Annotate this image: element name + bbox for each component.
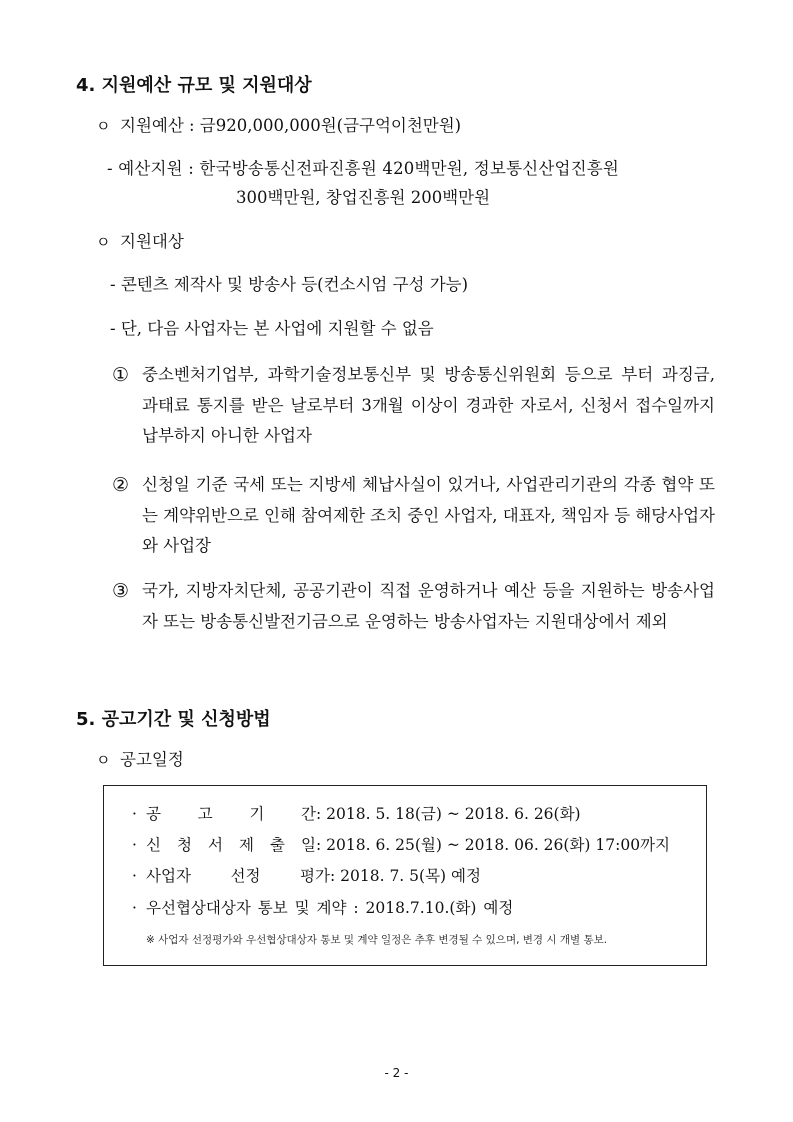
circled-number-3-icon: ③: [112, 580, 130, 602]
circle-bullet-icon: ㅇ: [96, 751, 111, 769]
exclusion-item-1: [112, 360, 715, 452]
budget-detail-line-2: 300백만원, 창업진흥원 200백만원: [236, 188, 491, 207]
section-5-title: 5. 공고기간 및 신청방법: [76, 709, 271, 730]
target-label: 지원대상: [120, 232, 184, 251]
exclusion-item-2: [112, 470, 715, 562]
section-4-title: 4. 지원예산 규모 및 지원대상: [76, 75, 312, 96]
circle-bullet-icon: ㅇ: [96, 233, 111, 251]
page-number: - 2 -: [384, 1066, 409, 1080]
schedule-row-1: · 공 고 기 간: 2018. 5. 18(금) ~ 2018. 6. 26(화): [132, 805, 581, 823]
circle-bullet-icon: ㅇ: [96, 117, 111, 135]
schedule-box: [103, 785, 707, 966]
exclusion-item-3: [112, 576, 715, 637]
schedule-row-2-value: : 2018. 6. 25(월) ~ 2018. 06. 26(화) 17:00까지: [316, 836, 671, 854]
schedule-row-3-value: : 2018. 7. 5(목) 예정: [330, 867, 481, 885]
schedule-row-1-value: : 2018. 5. 18(금) ~ 2018. 6. 26(화): [316, 805, 581, 823]
budget-detail-line-1: - 예산지원 : 한국방송통신전파진흥원 420백만원, 정보통신산업진흥원: [107, 159, 620, 178]
target-item-1: - 콘텐츠 제작사 및 방송사 등(컨소시엄 구성 가능): [110, 275, 469, 294]
circled-number-1-icon: ①: [112, 364, 130, 386]
schedule-row-4-value: : 2018.7.10.(화) 예정: [353, 899, 514, 917]
exclusion-text-2: 신청일 기준 국세 또는 지방세 체납사실이 있거나, 사업관리기관의 각종 협약 또는 계약위반으로 인해 참여제한 조치 중인 사업자, 대표자, 책임자 등 해당사업자와 사업장: [142, 475, 715, 555]
schedule-note: ※ 사업자 선정평가와 우선협상대상자 통보 및 계약 일정은 추후 변경될 수 있으며, 변경 시 개별 통보.: [146, 934, 608, 946]
schedule-row-2-label: 신 청 서 제 출 일: [146, 836, 316, 854]
schedule-row-4-label: 우선협상대상자 통보 및 계약: [146, 899, 347, 917]
schedule-row-3-label: 사업자 선정 평가: [146, 867, 330, 885]
exclusion-text-1: 중소벤처기업부, 과학기술정보통신부 및 방송통신위원회 등으로 부터 과징금, 과태료 통지를 받은 날로부터 3개월 이상이 경과한 자로서, 신청서 접수일까지 납부하지 아니한 사업자: [142, 365, 715, 445]
schedule-row-2: · 신 청 서 제 출 일: 2018. 6. 25(월) ~ 2018. 06. 26(화) 17:00까지: [132, 836, 671, 854]
schedule-label: 공고일정: [120, 750, 184, 769]
budget-label: 지원예산 : 금920,000,000원(금구억이천만원): [120, 116, 462, 135]
exclusion-text-3: 국가, 지방자치단체, 공공기관이 직접 운영하거나 예산 등을 지원하는 방송사업자 또는 방송통신발전기금으로 운영하는 방송사업자는 지원대상에서 제외: [142, 581, 715, 631]
schedule-row-1-label: 공 고 기 간: [146, 805, 316, 823]
schedule-row-3: · 사업자 선정 평가: 2018. 7. 5(목) 예정: [132, 867, 481, 885]
circled-number-2-icon: ②: [112, 474, 130, 496]
schedule-row-4: · 우선협상대상자 통보 및 계약 : 2018.7.10.(화) 예정: [132, 899, 514, 917]
target-item-2: - 단, 다음 사업자는 본 사업에 지원할 수 없음: [110, 319, 434, 338]
